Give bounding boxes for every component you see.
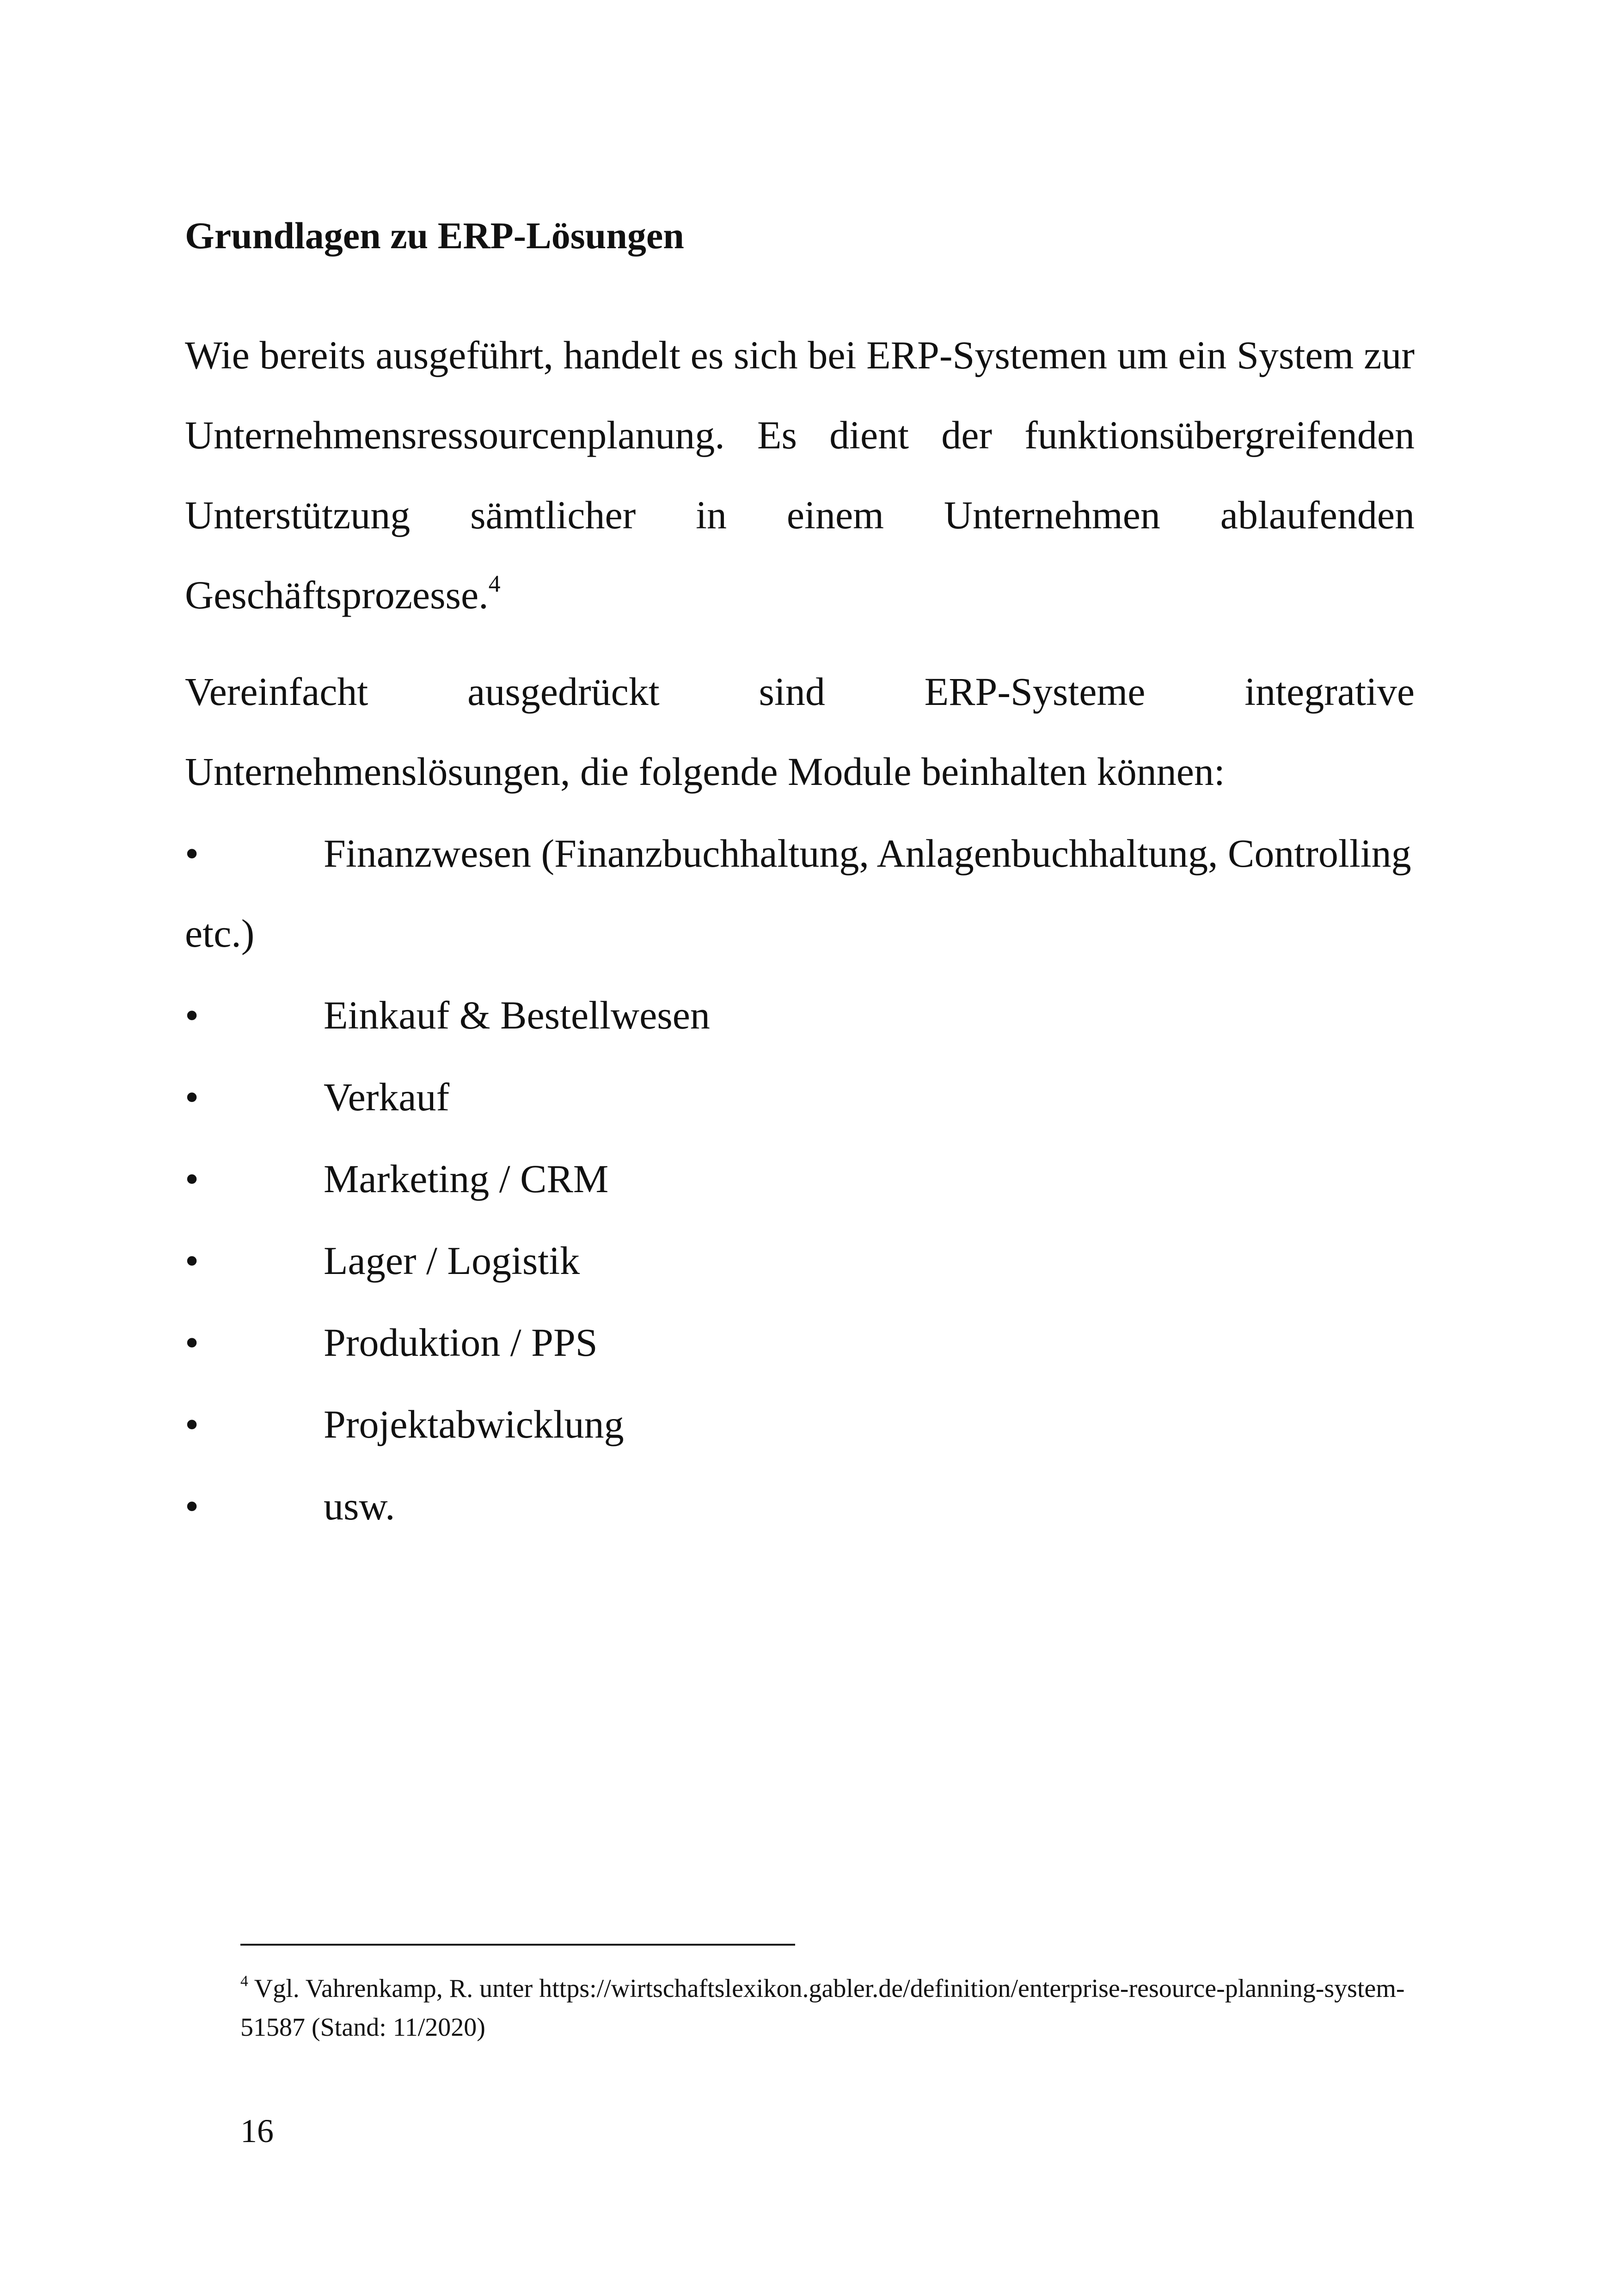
bullet-icon: • [185,1320,199,1365]
list-item [185,1303,1415,1383]
footnote-text: Vgl. Vahrenkamp, R. unter https://wirtschaftslexikon.gabler.de/definition/enterprise-resource-planning-system-51587 (Stand: 11/2020) [240,1974,1405,2042]
intro-paragraph-text: Wie bereits ausgeführt, handelt es sich bei ERP-Systemen um ein System zur Unternehmensressourcenplanung. Es dient der funktionsübergreifenden Unterstützung sämtlicher in einem Unternehmen ablaufenden Geschäftsprozesse. [185,333,1415,617]
bullet-icon: • [185,831,199,876]
bullet-icon: • [185,1402,199,1446]
intro-paragraph [185,315,1415,635]
list-item-text: Projektabwicklung [324,1402,624,1446]
list-item-text: Einkauf & Bestellwesen [324,993,710,1037]
modules-list [185,814,1415,1548]
list-item-text: Lager / Logistik [324,1238,580,1283]
footnote-reference[interactable]: 4 [488,570,501,597]
modules-intro-text: Vereinfacht ausgedrückt sind ERP-Systeme integrative Unternehmenslösungen, die folgende Module beinhalten können: [185,669,1415,794]
list-item [185,975,1415,1055]
list-item-text: Verkauf [324,1075,450,1119]
modules-intro-paragraph [185,652,1415,812]
bullet-icon: • [185,1238,199,1283]
list-item [185,1139,1415,1219]
list-item [185,1221,1415,1301]
bullet-icon: • [185,1484,199,1528]
list-item-text: Marketing / CRM [324,1157,609,1201]
footnote-separator [240,1944,795,1946]
list-item [185,1384,1415,1464]
footnote [240,1969,1415,2047]
bullet-icon: • [185,1075,199,1119]
bullet-icon: • [185,993,199,1037]
footnote-number: 4 [240,1972,248,1990]
list-item-text: Finanzwesen (Finanzbuchhaltung, Anlagenbuchhaltung, Controlling etc.) [185,831,1411,955]
list-item [185,814,1415,974]
list-item-text: usw. [324,1484,395,1528]
list-item-text: Produktion / PPS [324,1320,598,1365]
section-heading: Grundlagen zu ERP-Lösungen [185,214,684,257]
list-item [185,1057,1415,1137]
page-number: 16 [240,2112,274,2149]
list-item [185,1466,1415,1546]
bullet-icon: • [185,1157,199,1201]
